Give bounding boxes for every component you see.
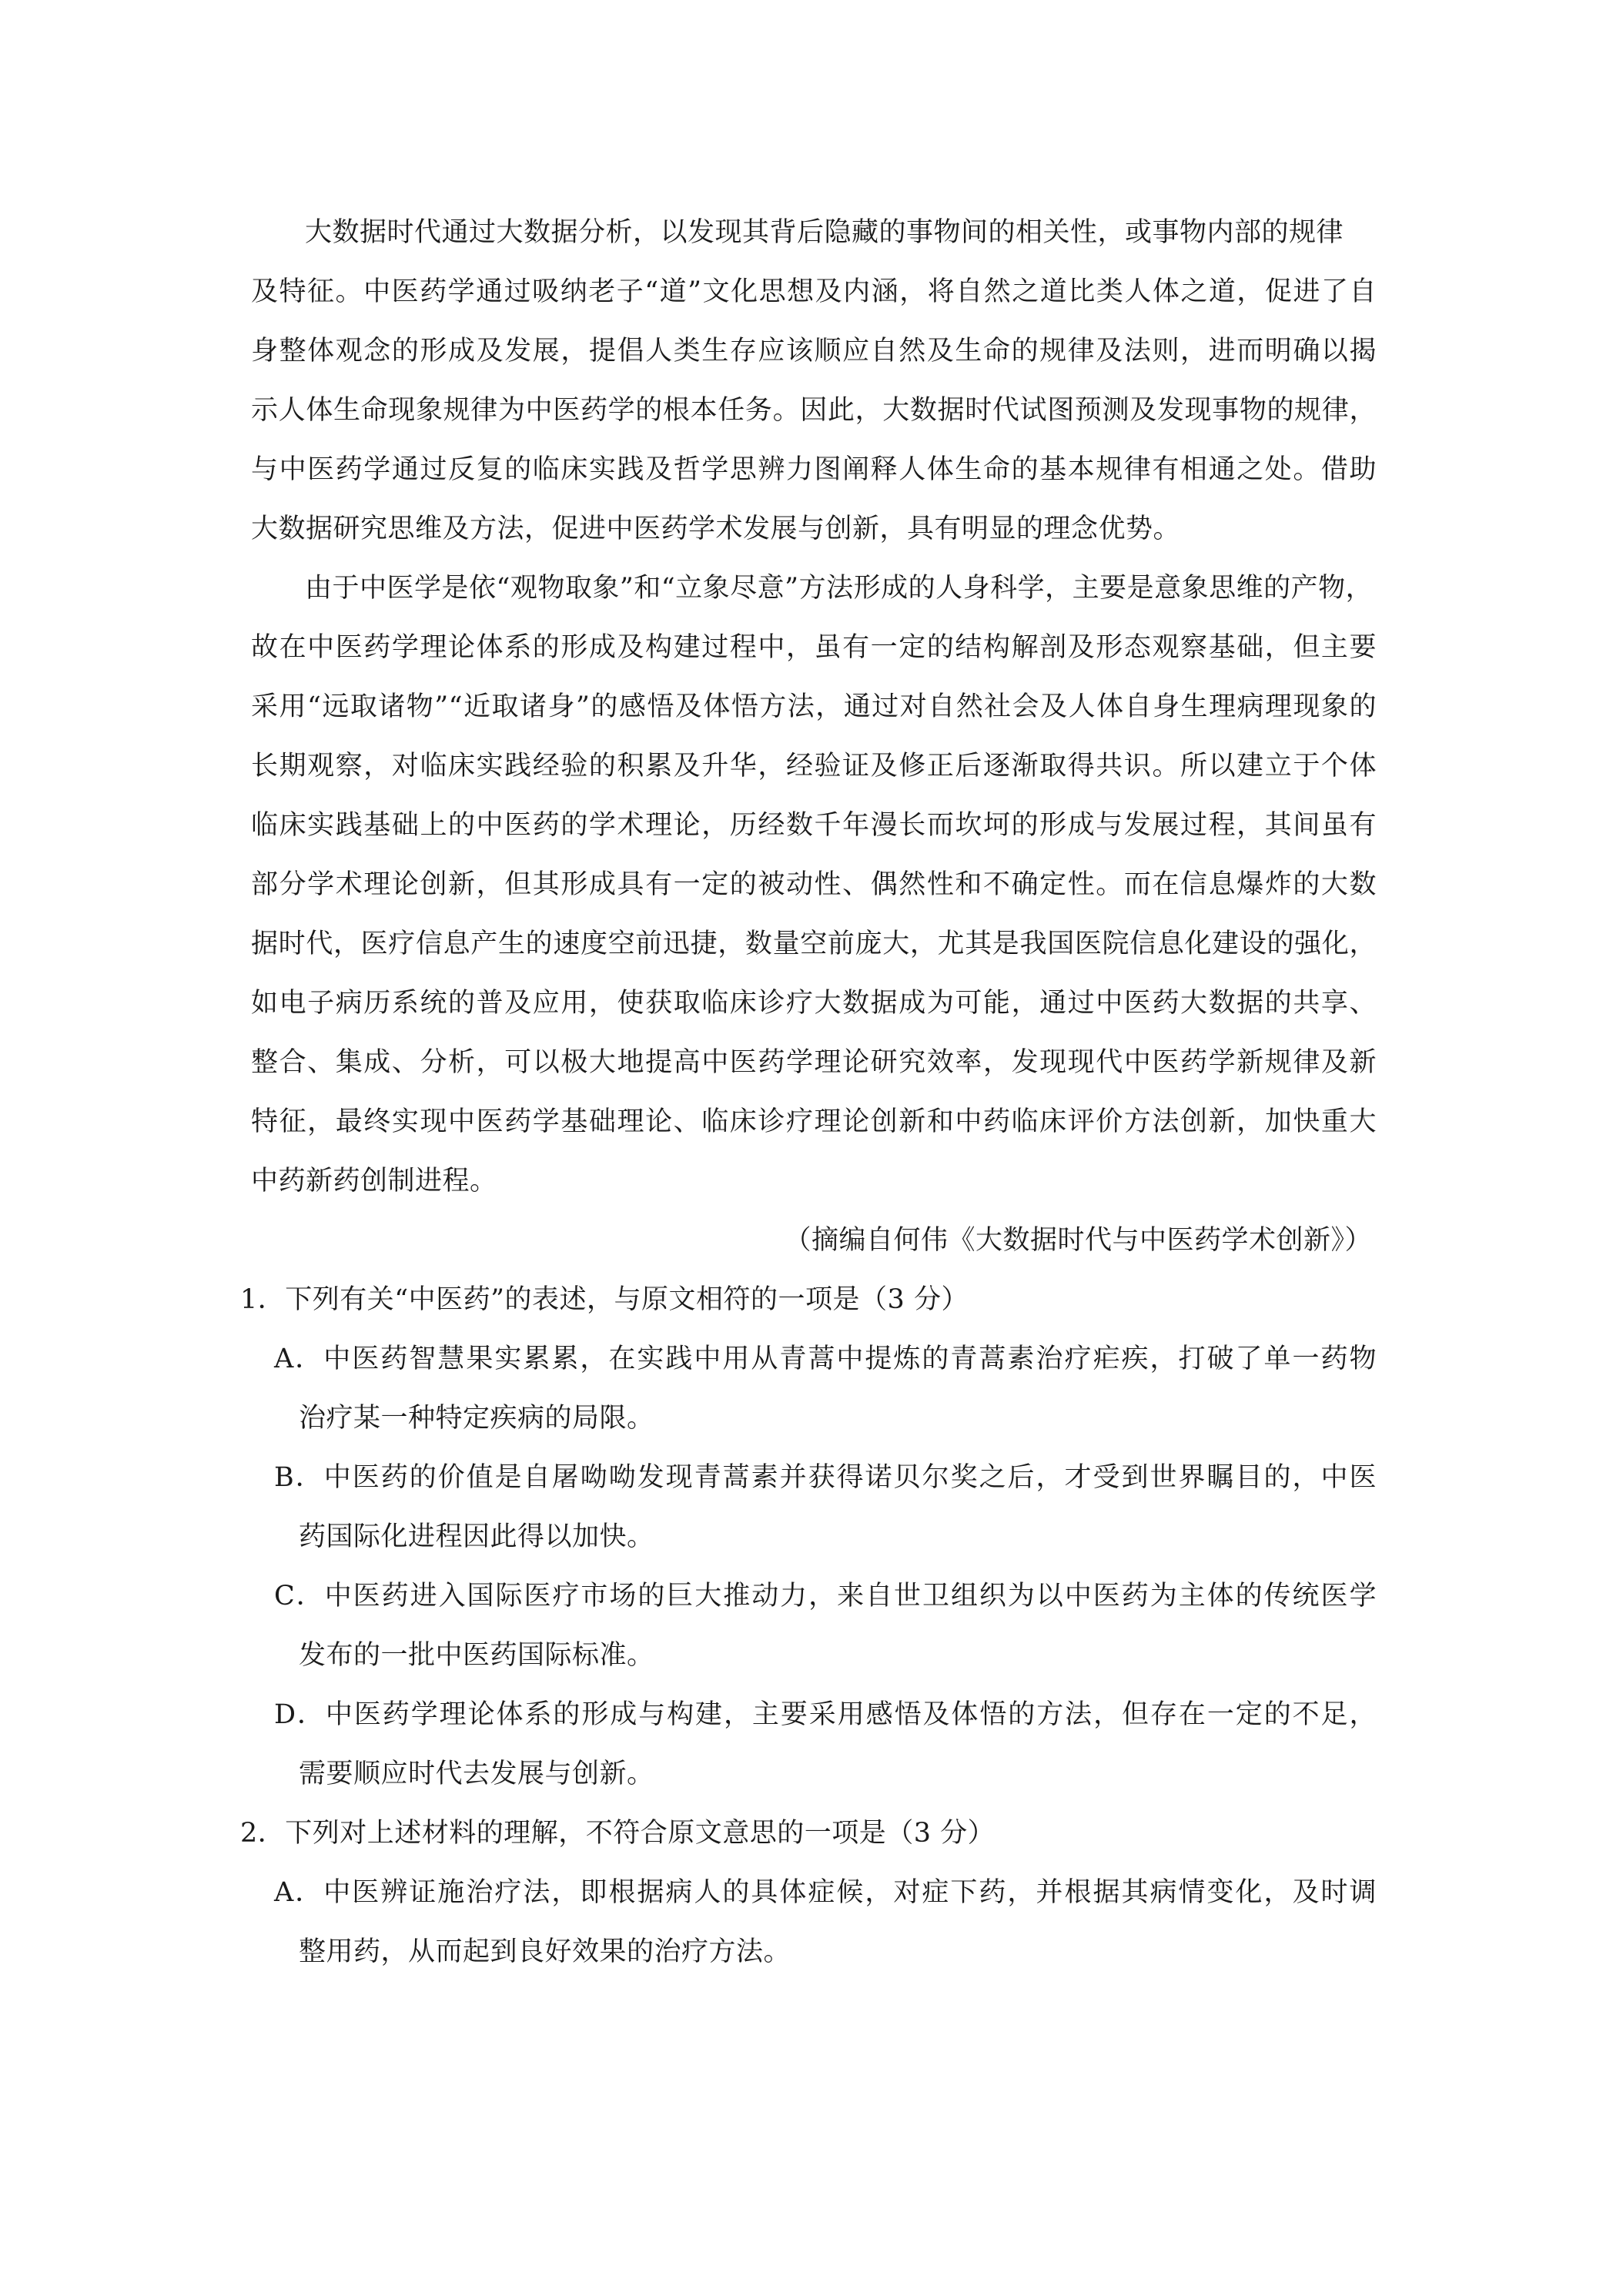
passage-line: 临床实践基础上的中医药的学术理论，历经数千年漫长而坎坷的形成与发展过程，其间虽有 <box>251 810 1377 841</box>
option-text: D．中医药学理论体系的形成与构建，主要采用感悟及体悟的方法，但存在一定的不足， <box>274 1699 1377 1730</box>
passage-line: 如电子病历系统的普及应用，使获取临床诊疗大数据成为可能，通过中医药大数据的共享、 <box>251 988 1377 1019</box>
option-text: A．中医药智慧果实累累，在实践中用从青蒿中提炼的青蒿素治疗疟疾，打破了单一药物 <box>274 1344 1377 1374</box>
option-text: A．中医辨证施治疗法，即根据病人的具体症候，对症下药，并根据其病情变化，及时调 <box>274 1877 1377 1908</box>
question-stem: 1．下列有关“中医药”的表述，与原文相符的一项是（3 分） <box>240 1284 969 1315</box>
passage-line: 大数据时代通过大数据分析，以发现其背后隐藏的事物间的相关性，或事物内部的规律 <box>305 217 1344 248</box>
passage-line: 与中医药学通过反复的临床实践及哲学思辨力图阐释人体生命的基本规律有相通之处。借助 <box>251 454 1377 485</box>
option-text: C．中医药进入国际医疗市场的巨大推动力，来自世卫组织为以中医药为主体的传统医学 <box>274 1581 1377 1612</box>
passage-line: 由于中医学是依“观物取象”和“立象尽意”方法形成的人身科学，主要是意象思维的产物， <box>305 573 1374 604</box>
passage-source: （摘编自何伟《大数据时代与中医药学术创新》） <box>784 1225 1372 1256</box>
option-text: 需要顺应时代去发展与创新。 <box>299 1759 654 1789</box>
passage-line: 部分学术理论创新，但其形成具有一定的被动性、偶然性和不确定性。而在信息爆炸的大数 <box>251 869 1377 900</box>
passage-line: 据时代，医疗信息产生的速度空前迅捷，数量空前庞大，尤其是我国医院信息化建设的强化， <box>251 929 1377 959</box>
option-text: B．中医药的价值是自屠呦呦发现青蒿素并获得诺贝尔奖之后，才受到世界瞩目的，中医 <box>274 1462 1377 1493</box>
passage-line: 示人体生命现象规律为中医药学的根本任务。因此，大数据时代试图预测及发现事物的规律， <box>251 395 1377 426</box>
option-text: 药国际化进程因此得以加快。 <box>299 1521 654 1552</box>
passage-line: 及特征。中医药学通过吸纳老子“道”文化思想及内涵，将自然之道比类人体之道，促进了自 <box>251 276 1377 307</box>
option-text: 治疗某一种特定疾病的局限。 <box>299 1403 654 1434</box>
passage-line: 身整体观念的形成及发展，提倡人类生存应该顺应自然及生命的规律及法则，进而明确以揭 <box>251 336 1377 366</box>
passage-line: 长期观察，对临床实践经验的积累及升华，经验证及修正后逐渐取得共识。所以建立于个体 <box>251 751 1377 782</box>
option-text: 整用药，从而起到良好效果的治疗方法。 <box>299 1936 791 1967</box>
passage-line: 大数据研究思维及方法，促进中医药学术发展与创新，具有明显的理念优势。 <box>251 514 1181 544</box>
passage-line: 故在中医药学理论体系的形成及构建过程中，虽有一定的结构解剖及形态观察基础，但主要 <box>251 632 1377 663</box>
option-text: 发布的一批中医药国际标准。 <box>299 1640 654 1671</box>
passage-line: 采用“远取诸物”“近取诸身”的感悟及体悟方法，通过对自然社会及人体自身生理病理现象的 <box>251 691 1377 722</box>
question-stem: 2．下列对上述材料的理解，不符合原文意思的一项是（3 分） <box>240 1818 996 1849</box>
passage-line: 中药新药创制进程。 <box>251 1166 497 1197</box>
passage-line: 整合、集成、分析，可以极大地提高中医药学理论研究效率，发现现代中医药学新规律及新 <box>251 1047 1377 1078</box>
passage-line: 特征，最终实现中医药学基础理论、临床诊疗理论创新和中药临床评价方法创新，加快重大 <box>251 1106 1377 1137</box>
